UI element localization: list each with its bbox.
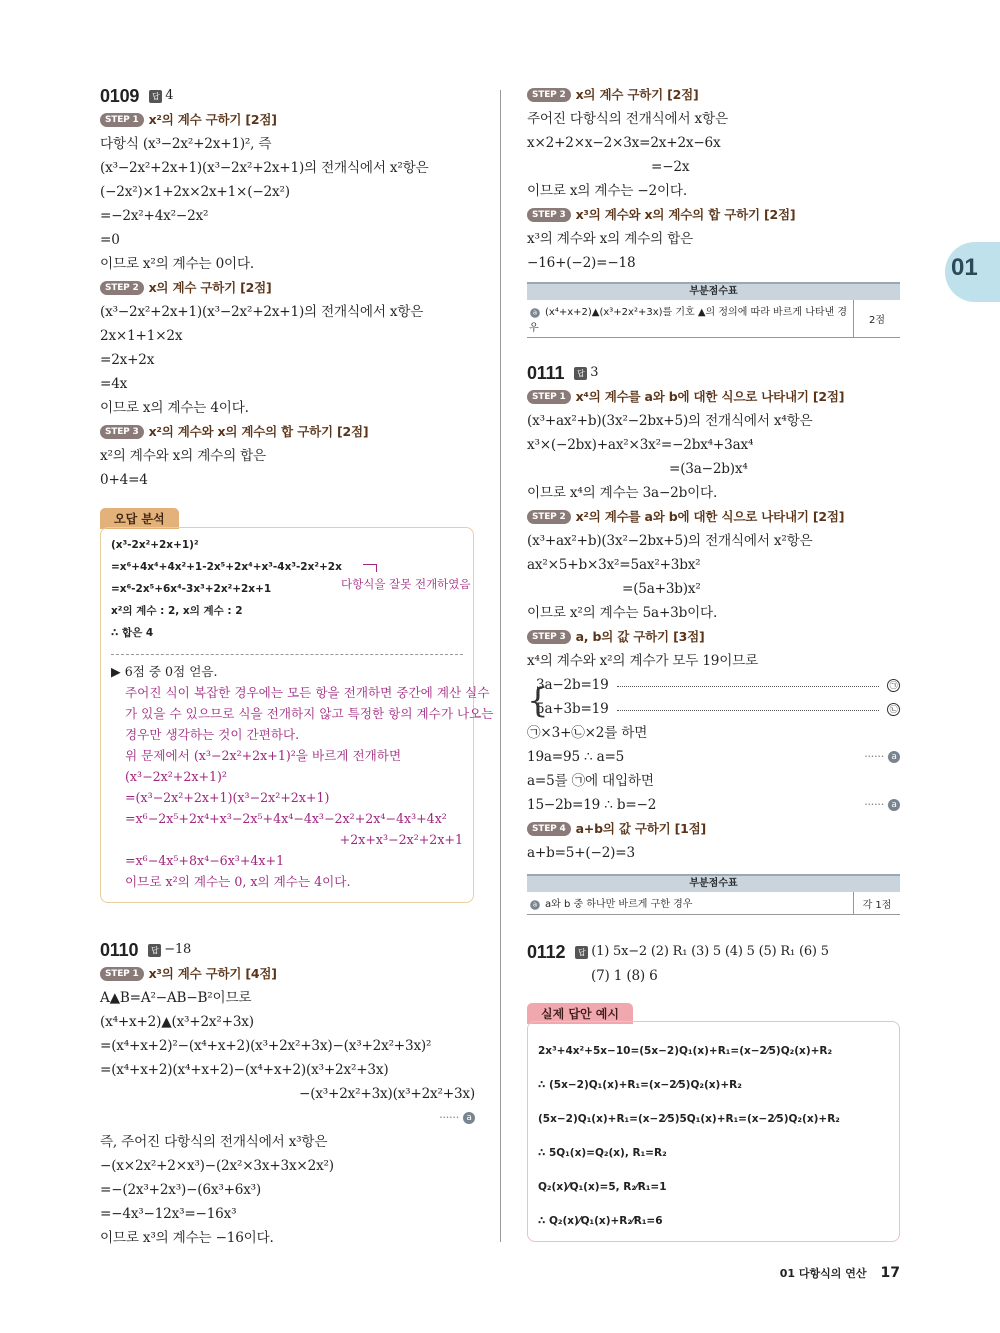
solution-line: 이므로 x²의 계수는 0이다.	[100, 256, 255, 272]
step-badge: STEP 2	[527, 510, 571, 524]
page-footer	[780, 1265, 900, 1281]
step-heading	[100, 108, 475, 132]
problem-header	[527, 361, 900, 385]
problem-number: 0112	[527, 942, 566, 962]
solution-line: a=5를 ㉠에 대입하면	[527, 773, 654, 789]
solution-line: ㉠×3+㉡×2를 하면	[527, 725, 648, 741]
step-heading	[100, 276, 475, 300]
handwritten-line: ∴ 합은 4	[111, 627, 154, 639]
solution-line: =(3a−2b)x⁴	[669, 461, 748, 477]
solution-line: (x³+ax²+b)(3x²−2bx+5)의 전개식에서 x²항은	[527, 533, 813, 549]
solution-line: (7) 1 (8) 6	[591, 968, 658, 984]
score-marker: ······ a	[864, 745, 900, 769]
step-heading	[527, 505, 900, 529]
explanation-line: +2x+x³−2x²+2x+1	[339, 832, 463, 847]
solution-line: 0+4=4	[100, 472, 148, 488]
step-title: x⁴의 계수를 a와 b에 대한 식으로 나타내기 [2점]	[575, 389, 845, 404]
answer-value: 3	[590, 365, 599, 380]
answer-icon: 답	[574, 367, 587, 380]
solution-0110-continued	[527, 83, 900, 275]
solution-line: (x³+ax²+b)(3x²−2bx+5)의 전개식에서 x⁴항은	[527, 413, 813, 429]
step-heading	[527, 817, 900, 841]
step-title: x의 계수 구하기 [2점]	[575, 87, 699, 102]
step-title: x의 계수 구하기 [2점]	[148, 280, 272, 295]
score-table-1	[527, 282, 900, 338]
step-badge: STEP 2	[100, 281, 144, 295]
score-marker: ······ a	[864, 793, 900, 817]
score-marker-icon: a	[888, 751, 900, 763]
table-row	[527, 300, 900, 338]
marked-line	[527, 745, 900, 769]
explanation-line: =(x³−2x²+2x+1)(x³−2x²+2x+1)	[125, 790, 330, 805]
explanation-line: =x⁶−4x⁵+8x⁴−6x³+4x+1	[125, 853, 285, 868]
problem-header	[100, 938, 475, 962]
equation-line	[527, 697, 900, 721]
chapter-side-tab: 01	[945, 242, 1000, 302]
handwritten-line: (5x−2)Q₁(x)+R₁=(x−2⁄5)5Q₁(x)+R₁=(x−2⁄5)Q₂(x)+R₂	[538, 1113, 840, 1125]
answer-value: 4	[165, 88, 174, 103]
solution-line: a+b=5+(−2)=3	[527, 845, 635, 861]
problem-number: 0111	[527, 363, 565, 383]
step-heading	[527, 625, 900, 649]
step-heading	[100, 962, 475, 986]
step-badge: STEP 1	[527, 390, 571, 404]
score-cell: 2점	[868, 315, 886, 326]
chapter-title: 01 다항식의 연산	[779, 1267, 867, 1280]
solution-0110	[100, 938, 475, 1250]
solution-line: =−(2x³+2x³)−(6x³+6x³)	[100, 1182, 262, 1198]
step-heading	[527, 385, 900, 409]
step-badge: STEP 3	[527, 630, 571, 644]
answer-value: (1) 5x−2 (2) R₁ (3) 5 (4) 5 (5) R₁ (6) 5	[591, 944, 829, 959]
line-text: 19a=95 ∴ a=5	[527, 749, 625, 765]
step-badge: STEP 2	[527, 88, 571, 102]
handwritten-line: =x⁶-2x⁵+6x⁴-3x³+2x²+2x+1	[111, 583, 272, 595]
solution-line: 다항식 (x³−2x²+2x+1)², 즉	[100, 136, 272, 152]
dashed-divider	[111, 654, 463, 655]
table-row	[527, 892, 900, 915]
score-table-2	[527, 874, 900, 915]
dotted-leader	[617, 710, 879, 711]
solution-line: =(x⁴+x+2)²−(x⁴+x+2)(x³+2x²+3x)−(x³+2x²+3x)²	[100, 1038, 432, 1054]
handwritten-line: 2x³+4x²+5x−10=(5x−2)Q₁(x)+R₁=(x−2⁄5)Q₂(x)+R₂	[538, 1045, 833, 1057]
solution-line: =−4x³−12x³=−16x³	[100, 1206, 237, 1222]
problem-header	[527, 940, 900, 964]
solution-line: ax²×5+b×3x²=5ax²+3bx²	[527, 557, 701, 573]
criterion-cell	[527, 892, 854, 914]
wrong-analysis-box	[100, 527, 494, 903]
step-badge: STEP 4	[527, 822, 571, 836]
solution-line: 주어진 다항식의 전개식에서 x항은	[527, 111, 728, 127]
solution-line: (x³−2x²+2x+1)(x³−2x²+2x+1)의 전개식에서 x항은	[100, 304, 424, 320]
solution-line: 즉, 주어진 다항식의 전개식에서 x³항은	[100, 1134, 328, 1150]
answer	[148, 938, 191, 962]
solution-line: 이므로 x의 계수는 4이다.	[100, 400, 249, 416]
solution-line: A▲B=A²−AB−B²이므로	[100, 990, 252, 1006]
step-badge: STEP 3	[100, 425, 144, 439]
explanation-line: 주어진 식이 복잡한 경우에는 모든 항을 전개하면 중간에 계산 실수	[125, 685, 490, 700]
line-text: 15−2b=19 ∴ b=−2	[527, 797, 657, 813]
step-heading	[527, 83, 900, 107]
answer-value: −18	[164, 942, 192, 957]
column-divider	[500, 90, 501, 1242]
marked-line	[100, 1106, 475, 1130]
handwritten-line: ∴ (5x−2)Q₁(x)+R₁=(x−2⁄5)Q₂(x)+R₂	[538, 1079, 742, 1091]
solution-line: =−2x	[651, 159, 690, 175]
step-title: x²의 계수를 a와 b에 대한 식으로 나타내기 [2점]	[575, 509, 845, 524]
solution-line: x³×(−2bx)+ax²×3x²=−2bx⁴+3ax⁴	[527, 437, 754, 453]
step-badge: STEP 3	[527, 208, 571, 222]
annotation-arrow	[363, 564, 377, 572]
solution-0109	[100, 84, 475, 492]
score-note: ▶ 6점 중 0점 얻음.	[111, 664, 218, 679]
criterion-cell	[527, 300, 854, 337]
solution-line: (x⁴+x+2)▲(x³+2x²+3x)	[100, 1014, 254, 1030]
handwritten-line: Q₂(x)⁄Q₁(x)=5, R₂⁄R₁=1	[538, 1181, 667, 1193]
handwritten-line: (x³-2x²+2x+1)²	[111, 539, 199, 551]
step-title: a+b의 값 구하기 [1점]	[575, 821, 707, 836]
step-title: a, b의 값 구하기 [3점]	[575, 629, 705, 644]
explanation-line: 경우만 생각하는 것이 간편하다.	[125, 727, 300, 742]
solution-line: 이므로 x의 계수는 −2이다.	[527, 183, 687, 199]
step-heading	[100, 420, 475, 444]
criterion-text: a와 b 중 하나만 바르게 구한 경우	[545, 899, 693, 910]
answer	[575, 940, 829, 964]
solution-line: (−2x²)×1+2x×2x+1×(−2x²)	[100, 184, 290, 200]
step-badge: STEP 1	[100, 113, 144, 127]
answer-icon: 답	[149, 90, 162, 103]
explanation-line: (x³−2x²+2x+1)²	[125, 769, 227, 784]
handwritten-line: =x⁶+4x⁴+4x²+1-2x⁵+2x⁴+x³-4x³-2x²+2x	[111, 561, 342, 573]
explanation-line: 이므로 x²의 계수는 0, x의 계수는 4이다.	[125, 874, 351, 889]
example-answer-tab: 실제 답안 예시	[527, 1003, 633, 1024]
equation-label: ㉠	[887, 679, 900, 692]
solution-line: (x³−2x²+2x+1)(x³−2x²+2x+1)의 전개식에서 x²항은	[100, 160, 429, 176]
solution-line: =2x+2x	[100, 352, 155, 368]
answer	[574, 361, 598, 385]
solution-line: =(5a+3b)x²	[622, 581, 701, 597]
solution-line: =0	[100, 232, 120, 248]
solution-line: x³의 계수와 x의 계수의 합은	[527, 231, 693, 247]
system-brace: {	[527, 681, 549, 721]
handwritten-line: ∴ 5Q₁(x)=Q₂(x), R₁=R₂	[538, 1147, 667, 1159]
marked-line	[527, 793, 900, 817]
solution-line: −(x³+2x²+3x)(x³+2x²+3x)	[299, 1086, 475, 1102]
equation-line	[527, 673, 900, 697]
handwritten-line: x²의 계수 : 2, x의 계수 : 2	[111, 605, 243, 617]
problem-number: 0109	[100, 86, 140, 106]
equation-text: 5a+3b=19	[536, 701, 609, 717]
error-annotation: 다항식을 잘못 전개하였음	[341, 577, 471, 591]
solution-line: −16+(−2)=−18	[527, 255, 636, 271]
table-header: 부분점수표	[527, 284, 900, 300]
step-heading	[527, 203, 900, 227]
solution-line: =(x⁴+x+2)(x⁴+x+2)−(x⁴+x+2)(x³+2x²+3x)	[100, 1062, 389, 1078]
answer-icon: 답	[148, 944, 161, 957]
explanation-line: 가 있을 수 있으므로 식을 전개하지 않고 특정한 항의 계수가 나오는	[125, 706, 494, 721]
score-marker: ······ a	[439, 1106, 475, 1130]
solution-line: x×2+2×x−2×3x=2x+2x−6x	[527, 135, 721, 151]
step-title: x²의 계수 구하기 [2점]	[148, 112, 277, 127]
explanation-line: =x⁶−2x⁵+2x⁴+x³−2x⁵+4x⁴−4x³−2x²+2x⁴−4x³+4x²	[125, 811, 447, 826]
example-answer-box	[527, 1021, 900, 1242]
solution-line: x²의 계수와 x의 계수의 합은	[100, 448, 266, 464]
solution-line: =−2x²+4x²−2x²	[100, 208, 209, 224]
solution-line: x⁴의 계수와 x²의 계수가 모두 19이므로	[527, 653, 759, 669]
page-number: 17	[880, 1265, 900, 1281]
problem-number: 0110	[100, 940, 139, 960]
equation-text: 3a−2b=19	[536, 677, 609, 693]
step-title: x³의 계수 구하기 [4점]	[148, 966, 277, 981]
solution-line: −(x×2x²+2×x³)−(2x²×3x+3x×2x²)	[100, 1158, 334, 1174]
equation-label: ㉡	[887, 703, 900, 716]
answer-icon: 답	[575, 946, 588, 959]
criterion-text: (x⁴+x+2)▲(x³+2x²+3x)를 기호 ▲의 정의에 따라 바르게 나타낸 경우	[529, 307, 848, 334]
step-badge: STEP 1	[100, 967, 144, 981]
step-title: x³의 계수와 x의 계수의 합 구하기 [2점]	[575, 207, 796, 222]
explanation-line: 위 문제에서 (x³−2x²+2x+1)²을 바르게 전개하면	[125, 748, 402, 763]
criterion-marker-icon: a	[530, 308, 540, 318]
criterion-marker-icon: a	[530, 900, 540, 910]
answer	[149, 84, 173, 108]
score-marker-icon: a	[463, 1112, 475, 1124]
solution-line: =4x	[100, 376, 128, 392]
score-cell: 각 1점	[862, 899, 892, 911]
solution-0112	[527, 940, 900, 988]
solution-0111	[527, 361, 900, 865]
score-marker-icon: a	[888, 799, 900, 811]
solution-line: 이므로 x²의 계수는 5a+3b이다.	[527, 605, 718, 621]
solution-line: 이므로 x⁴의 계수는 3a−2b이다.	[527, 485, 718, 501]
problem-header	[100, 84, 475, 108]
solution-line: 2x×1+1×2x	[100, 328, 183, 344]
table-header: 부분점수표	[527, 876, 900, 892]
step-title: x²의 계수와 x의 계수의 합 구하기 [2점]	[148, 424, 369, 439]
solution-line: 이므로 x³의 계수는 −16이다.	[100, 1230, 274, 1246]
handwritten-line: ∴ Q₂(x)⁄Q₁(x)+R₂⁄R₁=6	[538, 1215, 663, 1227]
wrong-analysis-tab: 오답 분석	[100, 508, 179, 529]
dotted-leader	[617, 686, 879, 687]
